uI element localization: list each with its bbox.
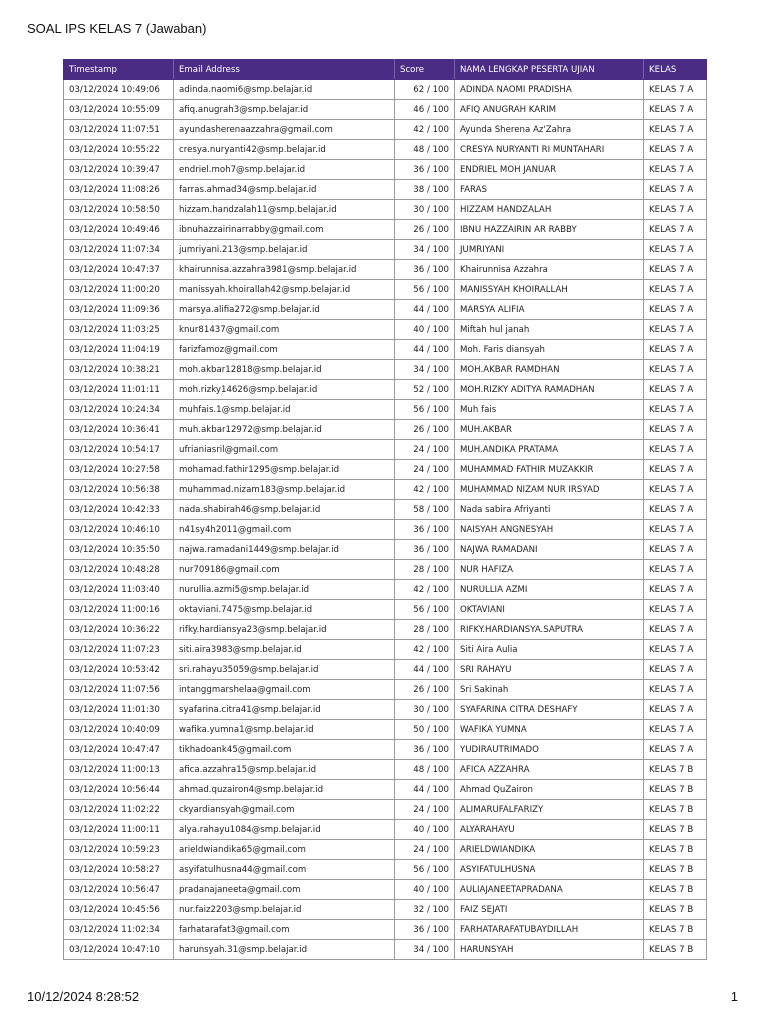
- cell-class: KELAS 7 A: [644, 100, 707, 120]
- cell-name: AULIAJANEETAPRADANA: [455, 880, 644, 900]
- cell-score: 26 / 100: [395, 220, 455, 240]
- table-row: [64, 720, 707, 740]
- cell-score: 42 / 100: [395, 580, 455, 600]
- cell-email: nurullia.azmi5@smp.belajar.id: [174, 580, 395, 600]
- cell-name: ENDRIEL MOH JANUAR: [455, 160, 644, 180]
- cell-class: KELAS 7 B: [644, 920, 707, 940]
- cell-timestamp: 03/12/2024 10:58:27: [64, 860, 174, 880]
- table-row: [64, 740, 707, 760]
- cell-timestamp: 03/12/2024 10:56:47: [64, 880, 174, 900]
- cell-class: KELAS 7 B: [644, 840, 707, 860]
- cell-timestamp: 03/12/2024 10:40:09: [64, 720, 174, 740]
- cell-class: KELAS 7 A: [644, 260, 707, 280]
- cell-timestamp: 03/12/2024 10:48:28: [64, 560, 174, 580]
- cell-class: KELAS 7 A: [644, 560, 707, 580]
- cell-name: MARSYA ALIFIA: [455, 300, 644, 320]
- cell-name: ARIELDWIANDIKA: [455, 840, 644, 860]
- cell-score: 36 / 100: [395, 740, 455, 760]
- table-row: [64, 520, 707, 540]
- cell-email: muhammad.nizam183@smp.belajar.id: [174, 480, 395, 500]
- cell-timestamp: 03/12/2024 10:24:34: [64, 400, 174, 420]
- table-row: [64, 120, 707, 140]
- cell-email: pradanajaneeta@gmail.com: [174, 880, 395, 900]
- cell-score: 38 / 100: [395, 180, 455, 200]
- cell-email: afiq.anugrah3@smp.belajar.id: [174, 100, 395, 120]
- cell-email: oktaviani.7475@smp.belajar.id: [174, 600, 395, 620]
- table-row: [64, 160, 707, 180]
- table-row: [64, 180, 707, 200]
- cell-name: NUR HAFIZA: [455, 560, 644, 580]
- cell-class: KELAS 7 A: [644, 600, 707, 620]
- cell-score: 36 / 100: [395, 540, 455, 560]
- column-header-name: NAMA LENGKAP PESERTA UJIAN: [455, 60, 644, 80]
- cell-score: 56 / 100: [395, 280, 455, 300]
- cell-timestamp: 03/12/2024 10:54:17: [64, 440, 174, 460]
- cell-name: FARHATARAFATUBAYDILLAH: [455, 920, 644, 940]
- cell-email: tikhadoank45@gmail.com: [174, 740, 395, 760]
- cell-score: 44 / 100: [395, 780, 455, 800]
- cell-timestamp: 03/12/2024 10:38:21: [64, 360, 174, 380]
- cell-name: Nada sabira Afriyanti: [455, 500, 644, 520]
- table-row: [64, 480, 707, 500]
- cell-email: arieldwiandika65@gmail.com: [174, 840, 395, 860]
- cell-score: 26 / 100: [395, 680, 455, 700]
- cell-name: YUDIRAUTRIMADO: [455, 740, 644, 760]
- cell-class: KELAS 7 A: [644, 740, 707, 760]
- cell-name: MUH.ANDIKA PRATAMA: [455, 440, 644, 460]
- table-row: [64, 440, 707, 460]
- cell-name: SRI RAHAYU: [455, 660, 644, 680]
- cell-name: MUHAMMAD NIZAM NUR IRSYAD: [455, 480, 644, 500]
- cell-email: sri.rahayu35059@smp.belajar.id: [174, 660, 395, 680]
- column-header-timestamp: Timestamp: [64, 60, 174, 80]
- table-row: [64, 360, 707, 380]
- cell-timestamp: 03/12/2024 10:46:10: [64, 520, 174, 540]
- cell-name: WAFIKA YUMNA: [455, 720, 644, 740]
- cell-class: KELAS 7 B: [644, 900, 707, 920]
- cell-timestamp: 03/12/2024 10:59:23: [64, 840, 174, 860]
- cell-score: 28 / 100: [395, 560, 455, 580]
- cell-email: nada.shabirah46@smp.belajar.id: [174, 500, 395, 520]
- cell-timestamp: 03/12/2024 10:42:33: [64, 500, 174, 520]
- cell-score: 24 / 100: [395, 460, 455, 480]
- table-row: [64, 780, 707, 800]
- cell-class: KELAS 7 A: [644, 220, 707, 240]
- table-row: [64, 280, 707, 300]
- table-row: [64, 800, 707, 820]
- cell-class: KELAS 7 A: [644, 200, 707, 220]
- cell-class: KELAS 7 A: [644, 140, 707, 160]
- cell-score: 34 / 100: [395, 940, 455, 960]
- cell-timestamp: 03/12/2024 10:45:56: [64, 900, 174, 920]
- cell-score: 52 / 100: [395, 380, 455, 400]
- cell-email: manissyah.khoirallah42@smp.belajar.id: [174, 280, 395, 300]
- cell-score: 36 / 100: [395, 260, 455, 280]
- cell-email: nur.faiz2203@smp.belajar.id: [174, 900, 395, 920]
- cell-score: 30 / 100: [395, 200, 455, 220]
- cell-email: farhatarafat3@gmail.com: [174, 920, 395, 940]
- cell-class: KELAS 7 A: [644, 360, 707, 380]
- cell-timestamp: 03/12/2024 11:07:34: [64, 240, 174, 260]
- table-row: [64, 320, 707, 340]
- cell-class: KELAS 7 A: [644, 380, 707, 400]
- cell-timestamp: 03/12/2024 11:04:19: [64, 340, 174, 360]
- cell-score: 40 / 100: [395, 320, 455, 340]
- table-row: [64, 500, 707, 520]
- cell-timestamp: 03/12/2024 10:49:46: [64, 220, 174, 240]
- cell-class: KELAS 7 A: [644, 300, 707, 320]
- cell-timestamp: 03/12/2024 11:01:11: [64, 380, 174, 400]
- cell-email: jumriyani.213@smp.belajar.id: [174, 240, 395, 260]
- cell-score: 34 / 100: [395, 360, 455, 380]
- table-row: [64, 460, 707, 480]
- table-row: [64, 700, 707, 720]
- cell-name: MOH.AKBAR RAMDHAN: [455, 360, 644, 380]
- table-row: [64, 820, 707, 840]
- cell-score: 42 / 100: [395, 120, 455, 140]
- cell-email: asyifatulhusna44@gmail.com: [174, 860, 395, 880]
- cell-timestamp: 03/12/2024 10:55:22: [64, 140, 174, 160]
- cell-name: MUHAMMAD FATHIR MUZAKKIR: [455, 460, 644, 480]
- cell-class: KELAS 7 A: [644, 280, 707, 300]
- table-body: [64, 80, 707, 960]
- cell-name: Khairunnisa Azzahra: [455, 260, 644, 280]
- cell-class: KELAS 7 A: [644, 540, 707, 560]
- cell-score: 62 / 100: [395, 80, 455, 100]
- cell-timestamp: 03/12/2024 11:03:40: [64, 580, 174, 600]
- cell-name: HIZZAM HANDZALAH: [455, 200, 644, 220]
- cell-email: adinda.naomi6@smp.belajar.id: [174, 80, 395, 100]
- cell-email: moh.rizky14626@smp.belajar.id: [174, 380, 395, 400]
- table-row: [64, 680, 707, 700]
- cell-email: najwa.ramadani1449@smp.belajar.id: [174, 540, 395, 560]
- cell-class: KELAS 7 B: [644, 940, 707, 960]
- cell-timestamp: 03/12/2024 10:56:44: [64, 780, 174, 800]
- cell-score: 24 / 100: [395, 840, 455, 860]
- cell-name: ALIMARUFALFARIZY: [455, 800, 644, 820]
- column-header-class: KELAS: [644, 60, 707, 80]
- table-row: [64, 620, 707, 640]
- cell-email: afica.azzahra15@smp.belajar.id: [174, 760, 395, 780]
- cell-name: Sri Sakinah: [455, 680, 644, 700]
- cell-class: KELAS 7 A: [644, 700, 707, 720]
- cell-class: KELAS 7 A: [644, 120, 707, 140]
- cell-score: 26 / 100: [395, 420, 455, 440]
- cell-class: KELAS 7 B: [644, 880, 707, 900]
- cell-email: farizfamoz@gmail.com: [174, 340, 395, 360]
- cell-score: 56 / 100: [395, 400, 455, 420]
- cell-email: harunsyah.31@smp.belajar.id: [174, 940, 395, 960]
- cell-timestamp: 03/12/2024 11:02:22: [64, 800, 174, 820]
- cell-name: ADINDA NAOMI PRADISHA: [455, 80, 644, 100]
- cell-name: Moh. Faris diansyah: [455, 340, 644, 360]
- column-header-email: Email Address: [174, 60, 395, 80]
- table-row: [64, 900, 707, 920]
- cell-timestamp: 03/12/2024 10:27:58: [64, 460, 174, 480]
- cell-email: cresya.nuryanti42@smp.belajar.id: [174, 140, 395, 160]
- cell-score: 56 / 100: [395, 600, 455, 620]
- cell-class: KELAS 7 A: [644, 240, 707, 260]
- cell-class: KELAS 7 A: [644, 320, 707, 340]
- cell-timestamp: 03/12/2024 10:35:50: [64, 540, 174, 560]
- cell-class: KELAS 7 B: [644, 760, 707, 780]
- cell-class: KELAS 7 A: [644, 500, 707, 520]
- cell-email: mohamad.fathir1295@smp.belajar.id: [174, 460, 395, 480]
- responses-table: [63, 59, 707, 960]
- cell-timestamp: 03/12/2024 10:58:50: [64, 200, 174, 220]
- cell-score: 44 / 100: [395, 300, 455, 320]
- table-row: [64, 540, 707, 560]
- cell-score: 50 / 100: [395, 720, 455, 740]
- cell-email: siti.aira3983@smp.belajar.id: [174, 640, 395, 660]
- cell-name: CRESYA NURYANTI RI MUNTAHARI: [455, 140, 644, 160]
- table-row: [64, 340, 707, 360]
- table-row: [64, 860, 707, 880]
- cell-name: ASYIFATULHUSNA: [455, 860, 644, 880]
- cell-score: 44 / 100: [395, 660, 455, 680]
- cell-name: AFIQ ANUGRAH KARIM: [455, 100, 644, 120]
- cell-score: 24 / 100: [395, 800, 455, 820]
- cell-name: JUMRIYANI: [455, 240, 644, 260]
- table-row: [64, 140, 707, 160]
- table-row: [64, 580, 707, 600]
- cell-class: KELAS 7 A: [644, 660, 707, 680]
- cell-class: KELAS 7 B: [644, 800, 707, 820]
- cell-score: 28 / 100: [395, 620, 455, 640]
- cell-email: khairunnisa.azzahra3981@smp.belajar.id: [174, 260, 395, 280]
- cell-name: MUH.AKBAR: [455, 420, 644, 440]
- cell-name: AFICA AZZAHRA: [455, 760, 644, 780]
- cell-class: KELAS 7 A: [644, 640, 707, 660]
- table-row: [64, 560, 707, 580]
- cell-name: FARAS: [455, 180, 644, 200]
- cell-timestamp: 03/12/2024 11:00:20: [64, 280, 174, 300]
- table-header: [64, 60, 707, 80]
- table-row: [64, 400, 707, 420]
- table-row: [64, 300, 707, 320]
- cell-timestamp: 03/12/2024 11:01:30: [64, 700, 174, 720]
- cell-score: 36 / 100: [395, 520, 455, 540]
- cell-name: Ahmad QuZairon: [455, 780, 644, 800]
- cell-name: FAIZ SEJATI: [455, 900, 644, 920]
- cell-timestamp: 03/12/2024 11:07:23: [64, 640, 174, 660]
- cell-class: KELAS 7 B: [644, 780, 707, 800]
- cell-class: KELAS 7 A: [644, 480, 707, 500]
- cell-class: KELAS 7 A: [644, 520, 707, 540]
- document-title: SOAL IPS KELAS 7 (Jawaban): [27, 21, 207, 36]
- cell-email: rifky.hardiansya23@smp.belajar.id: [174, 620, 395, 640]
- cell-name: Miftah hul janah: [455, 320, 644, 340]
- cell-timestamp: 03/12/2024 10:36:22: [64, 620, 174, 640]
- cell-class: KELAS 7 A: [644, 440, 707, 460]
- cell-email: n41sy4h2011@gmail.com: [174, 520, 395, 540]
- cell-score: 24 / 100: [395, 440, 455, 460]
- cell-score: 36 / 100: [395, 920, 455, 940]
- cell-class: KELAS 7 A: [644, 620, 707, 640]
- table-row: [64, 420, 707, 440]
- cell-timestamp: 03/12/2024 11:00:13: [64, 760, 174, 780]
- cell-name: MANISSYAH KHOIRALLAH: [455, 280, 644, 300]
- cell-timestamp: 03/12/2024 10:39:47: [64, 160, 174, 180]
- responses-table-container: [63, 59, 706, 960]
- cell-timestamp: 03/12/2024 10:49:06: [64, 80, 174, 100]
- cell-email: hizzam.handzalah11@smp.belajar.id: [174, 200, 395, 220]
- cell-score: 36 / 100: [395, 160, 455, 180]
- cell-timestamp: 03/12/2024 11:08:26: [64, 180, 174, 200]
- cell-email: ckyardiansyah@gmail.com: [174, 800, 395, 820]
- cell-timestamp: 03/12/2024 11:09:36: [64, 300, 174, 320]
- cell-score: 48 / 100: [395, 760, 455, 780]
- cell-score: 30 / 100: [395, 700, 455, 720]
- cell-email: moh.akbar12818@smp.belajar.id: [174, 360, 395, 380]
- cell-timestamp: 03/12/2024 11:02:34: [64, 920, 174, 940]
- cell-timestamp: 03/12/2024 10:47:47: [64, 740, 174, 760]
- cell-timestamp: 03/12/2024 11:03:25: [64, 320, 174, 340]
- cell-class: KELAS 7 A: [644, 80, 707, 100]
- cell-name: Ayunda Sherena Az'Zahra: [455, 120, 644, 140]
- footer-page-number: 1: [730, 989, 738, 1004]
- cell-name: OKTAVIANI: [455, 600, 644, 620]
- cell-score: 42 / 100: [395, 640, 455, 660]
- cell-score: 34 / 100: [395, 240, 455, 260]
- cell-timestamp: 03/12/2024 11:00:11: [64, 820, 174, 840]
- table-row: [64, 640, 707, 660]
- table-row: [64, 760, 707, 780]
- table-row: [64, 660, 707, 680]
- cell-class: KELAS 7 A: [644, 580, 707, 600]
- cell-timestamp: 03/12/2024 10:55:09: [64, 100, 174, 120]
- table-row: [64, 80, 707, 100]
- table-row: [64, 380, 707, 400]
- cell-score: 42 / 100: [395, 480, 455, 500]
- cell-class: KELAS 7 B: [644, 860, 707, 880]
- cell-score: 46 / 100: [395, 100, 455, 120]
- cell-name: NURULLIA AZMI: [455, 580, 644, 600]
- cell-class: KELAS 7 A: [644, 400, 707, 420]
- cell-email: muhfais.1@smp.belajar.id: [174, 400, 395, 420]
- cell-email: alya.rahayu1084@smp.belajar.id: [174, 820, 395, 840]
- cell-email: marsya.alifia272@smp.belajar.id: [174, 300, 395, 320]
- cell-class: KELAS 7 B: [644, 820, 707, 840]
- table-row: [64, 940, 707, 960]
- cell-email: ahmad.quzairon4@smp.belajar.id: [174, 780, 395, 800]
- cell-email: farras.ahmad34@smp.belajar.id: [174, 180, 395, 200]
- cell-name: ALYARAHAYU: [455, 820, 644, 840]
- cell-class: KELAS 7 A: [644, 720, 707, 740]
- cell-email: ayundasherenaazzahra@gmail.com: [174, 120, 395, 140]
- table-row: [64, 920, 707, 940]
- cell-timestamp: 03/12/2024 11:07:51: [64, 120, 174, 140]
- cell-score: 58 / 100: [395, 500, 455, 520]
- table-row: [64, 840, 707, 860]
- cell-name: MOH.RIZKY ADITYA RAMADHAN: [455, 380, 644, 400]
- cell-name: IBNU HAZZAIRIN AR RABBY: [455, 220, 644, 240]
- cell-email: nur709186@gmail.com: [174, 560, 395, 580]
- cell-email: ufrianiasril@gmail.com: [174, 440, 395, 460]
- cell-name: NAISYAH ANGNESYAH: [455, 520, 644, 540]
- table-row: [64, 260, 707, 280]
- cell-email: intanggmarshelaa@gmail.com: [174, 680, 395, 700]
- cell-name: Siti Aira Aulia: [455, 640, 644, 660]
- cell-score: 40 / 100: [395, 880, 455, 900]
- cell-class: KELAS 7 A: [644, 180, 707, 200]
- cell-timestamp: 03/12/2024 10:53:42: [64, 660, 174, 680]
- cell-class: KELAS 7 A: [644, 460, 707, 480]
- cell-email: syafarina.citra41@smp.belajar.id: [174, 700, 395, 720]
- cell-email: knur81437@gmail.com: [174, 320, 395, 340]
- cell-timestamp: 03/12/2024 10:56:38: [64, 480, 174, 500]
- table-row: [64, 240, 707, 260]
- cell-name: SYAFARINA CITRA DESHAFY: [455, 700, 644, 720]
- cell-class: KELAS 7 A: [644, 160, 707, 180]
- cell-email: wafika.yumna1@smp.belajar.id: [174, 720, 395, 740]
- table-row: [64, 200, 707, 220]
- cell-score: 56 / 100: [395, 860, 455, 880]
- cell-class: KELAS 7 A: [644, 340, 707, 360]
- cell-score: 44 / 100: [395, 340, 455, 360]
- cell-email: ibnuhazzairinarrabby@gmail.com: [174, 220, 395, 240]
- cell-name: NAJWA RAMADANI: [455, 540, 644, 560]
- cell-score: 32 / 100: [395, 900, 455, 920]
- cell-name: HARUNSYAH: [455, 940, 644, 960]
- cell-email: endriel.moh7@smp.belajar.id: [174, 160, 395, 180]
- table-row: [64, 220, 707, 240]
- cell-timestamp: 03/12/2024 11:07:56: [64, 680, 174, 700]
- cell-timestamp: 03/12/2024 11:00:16: [64, 600, 174, 620]
- table-row: [64, 600, 707, 620]
- cell-score: 40 / 100: [395, 820, 455, 840]
- table-row: [64, 880, 707, 900]
- cell-timestamp: 03/12/2024 10:47:37: [64, 260, 174, 280]
- cell-class: KELAS 7 A: [644, 680, 707, 700]
- footer-printed-timestamp: 10/12/2024 8:28:52: [27, 989, 140, 1004]
- cell-name: Muh fais: [455, 400, 644, 420]
- table-row: [64, 100, 707, 120]
- column-header-score: Score: [395, 60, 455, 80]
- cell-class: KELAS 7 A: [644, 420, 707, 440]
- cell-timestamp: 03/12/2024 10:47:10: [64, 940, 174, 960]
- cell-score: 48 / 100: [395, 140, 455, 160]
- cell-name: RIFKY.HARDIANSYA.SAPUTRA: [455, 620, 644, 640]
- header-row: [64, 60, 707, 80]
- cell-timestamp: 03/12/2024 10:36:41: [64, 420, 174, 440]
- cell-email: muh.akbar12972@smp.belajar.id: [174, 420, 395, 440]
